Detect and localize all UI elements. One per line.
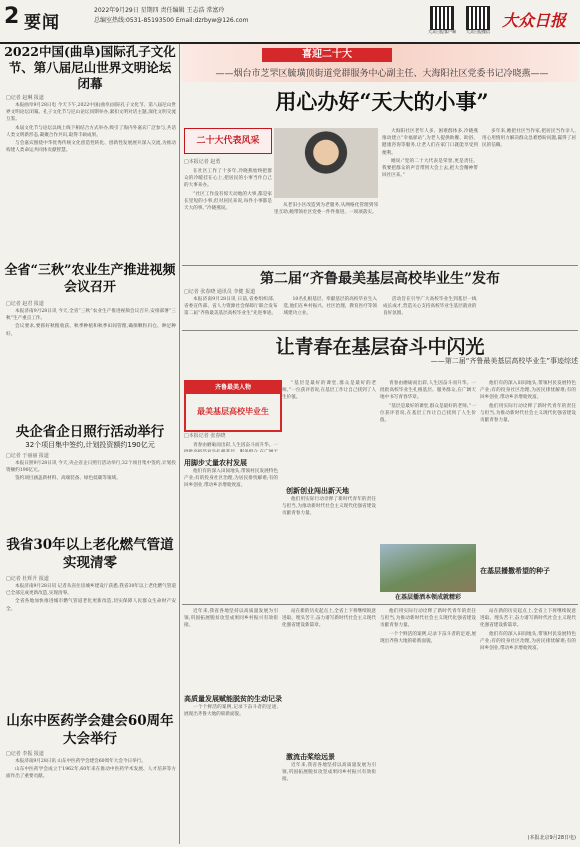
byline: □记者 赵君 报道 [6,301,44,307]
article-body [6,308,176,418]
byline: □记者 于丽丽 报道 [6,453,49,459]
paragraph: 本报济南9月28日讯 山东中医药学会建会60周年大会今日举行。 [15,759,146,764]
paragraph: “社区工作没有惊天动地的大事,都是家长里短的小事,但对居民来说,每件小事都是天大的事。”冷晓燕说。 [184,191,272,212]
end-note: (本报北京9月28日电) [527,835,576,841]
article-title: 全省“三秋”农业生产推进视频会议召开 [4,263,176,295]
paragraph: 大海阳社区老年人多、困难群体多,冷晓燕推动建立“幸福驿站”,为老人提供助餐、助浴、健康咨询等服务,让老人们在家门口就能享受到便利。 [382,129,478,156]
column-divider [179,44,180,844]
story-body [380,608,476,844]
banner-tag: 喜迎二十大 [262,48,392,62]
paragraph: 本报济南9月28日讯 日前,省委组织部、省委宣传部、省人力资源社会保障厅联合发布第二届“齐鲁最美基层高校毕业生”先进事迹。 [184,297,278,317]
paragraph: 活动旨在引导广大高校毕业生到基层一线成长成才,营造关心支持高校毕业生基层就业的良好氛围。 [383,297,477,317]
feature-body [274,202,378,262]
article-body [6,102,176,254]
story-photo [380,544,476,592]
page-number: 2 [4,4,20,29]
byline: □本报记者 张春晓 [184,433,226,439]
paragraph: 10名扎根基层、奉献基层的高校毕业生入选,他们在乡村振兴、社区治理、教育医疗等领域建功立业。 [283,297,377,317]
article-title: 我省30年以上老化燃气管道实现清零 [6,537,174,571]
paragraph: 站在新的历史起点上,全省上下将继续锐意进取、埋头苦干,奋力谱写新时代社会主义现代化强省建设新篇章。 [282,609,376,629]
paragraph: 近年来,我省各地坚持以高质量发展为引领,巩固拓展脱贫攻坚成果同乡村振兴有效衔接。 [282,763,376,783]
paragraph: 本报济南9月28日讯 今天,全省“三秋”农业生产推进视频会议召开,安排部署“三秋”生产重点工作。 [6,309,176,322]
column-badge [184,128,272,154]
byline: □记者 杜辉升 报道 [6,576,49,582]
paragraph: 一个个鲜活的案例,记录下奋斗者的足迹,展现出齐鲁大地的崭新面貌。 [184,705,278,718]
subhead: 用脚步丈量农村发展 [184,459,247,467]
article-body [6,583,176,707]
article-body [6,758,176,844]
story-body [184,608,278,690]
story-badge-main: 最美基层高校毕业生 [197,406,269,416]
paragraph: 站在新的历史起点上,全省上下将继续锐意进取、埋头苦干,奋力谱写新时代社会主义现代化强省建设新篇章。 [480,609,576,629]
story-title: 让青春在基层奋斗中闪光 [275,336,485,358]
paragraph: 本报日照9月28日讯 今天,央企省企日照行活动举行,32个项目集中签约,计划投资额约190亿元。 [6,461,176,474]
paragraph: 与会嘉宾围绕中华优秀传统文化创造性转化、创新性发展展开深入交流,为推动构建人类命运共同体贡献智慧。 [6,141,176,154]
paragraph: 本报曲阜9月28日电 今天下午,2022中国(曲阜)国际孔子文化节、第八届尼山世界文明论坛闭幕。孔子文化节与尼山论坛同期举办,紧扣文明对话主题,深化文明交流互鉴。 [6,103,176,123]
paragraph: “基层是最好的课堂,群众是最好的老师。”一位获评者说,在基层工作让自己找到了人生价值。 [282,381,376,401]
section-divider [182,330,578,331]
paragraph: “基层是最好的课堂,群众是最好的老师。”一位获评者说,在基层工作让自己找到了人生价值。 [380,403,476,424]
article-body [184,296,576,326]
subhead: 创新创业闯出新天地 [286,487,349,495]
byline: □本报记者 赵勇 [184,159,221,165]
subhead: 高质量发展赋能脱贫的生动记录 [184,695,282,703]
story-body [480,608,576,832]
paragraph: 青春由磨砺而出彩,人生因奋斗而升华。一批批高校毕业生扎根基层、服务群众,在广阔天地中书写青春华章。 [380,381,476,401]
article-title: 山东中医药学会建会60周年大会举行 [6,713,174,747]
column-badge-label: 二十大代表风采 [196,136,260,146]
article-title: 央企省企日照行活动举行 [15,424,165,440]
subhead: 在基层播撒希望的种子 [480,567,550,575]
story-body [184,468,278,596]
paragraph: 本届文化节与论坛以线上线下相结合方式举办,吸引了海内外嘉宾广泛参与,共话人类文明新形态,凝聚合作共识,取得丰硕成果。 [6,125,176,138]
story-body [282,762,376,842]
feature-body [382,128,478,262]
story-badge [184,380,282,432]
feature-body [184,168,272,262]
article-title: 2022中国(曲阜)国际孔子文化节、第八届尼山世界文明论坛闭幕 [4,44,176,91]
paragraph: 从老旧小区改造到为老服务,从网格化管理到邻里互助,她带领社区党委一件件推进、一项项落实。 [274,203,378,216]
paragraph: 一个个鲜活的案例,记录下奋斗者的足迹,展现出齐鲁大地的崭新面貌。 [380,631,476,644]
portrait-photo [274,128,378,198]
story-body [184,442,278,452]
paragraph: 他们用实际行动诠释了新时代青年的责任与担当,为推动新时代社会主义现代化强省建设贡献青春力量。 [480,403,576,424]
paragraph: 青春由磨砺而出彩,人生因奋斗而升华。一 [193,443,278,448]
article-body [6,460,176,532]
story-body [184,704,278,844]
byline: □记者 张春晓 通讯员 李健 报道 [184,289,256,295]
paragraph: 近年来,我省各地坚持以高质量发展为引领,巩固拓展脱贫攻坚成果同乡村振兴有效衔接。 [184,609,278,629]
paragraph: 他们用实际行动诠释了新时代青年的责任与担当,为推动新时代社会主义现代化强省建设贡献青春力量。 [282,497,376,517]
paragraph: 她说:“党的二十大代表是荣誉,更是责任。我要把群众的声音带到大会上去,把大会精神带回社区来。” [382,158,478,179]
story-body [282,496,376,596]
photo-caption: 在基层播洒本领成就精彩 [394,594,461,601]
paragraph: 在社区工作了十多年,冷晓燕始终把群众的冷暖挂在心上,把居民的小事当作自己的大事来办。 [184,169,272,189]
paragraph: 本报济南9月28日讯 记者从省住房城乡建设厅获悉,我省30年以上老化燃气管道已全部完成更新改造,实现清零。 [6,584,176,597]
paragraph: 会议要求,要抓好秋粮收获、秋季种植和秋季田间管理,确保颗粒归仓、种足种好。 [6,324,176,337]
qr-code-icon [430,6,454,30]
header-meta-line1: 2022年9月29日 星期四 责任编辑 王志浩 常富玲 [94,7,225,14]
header-meta-line2: 总编室热线:0531-85193500 Email:dzrbyw@126.com [94,17,249,24]
byline: □记者 赵琳 报道 [6,95,44,101]
header-meta [94,6,304,26]
feature-kicker: ——烟台市芝罘区毓璜顶街道党群服务中心副主任、大海阳社区党委书记冷晓燕—— [215,69,549,79]
section-divider [182,604,578,605]
qr-caption: 大众日报客户端 [428,29,456,34]
paragraph: 他们有的深入田间地头,带领村民发展特色产业;有的投身社区治理,为居民排忧解难;有的回乡创业,带动乡亲增收致富。 [480,631,576,652]
paragraph: 签约项目涵盖新材料、高端装备、绿色低碳等领域。 [15,476,121,482]
section-divider [182,265,578,266]
byline: □记者 李振 报道 [6,751,44,757]
qr-caption: 大众日报微信 [466,29,490,34]
paragraph: 他们用实际行动诠释了新时代青年的责任与担当,为推动新时代社会主义现代化强省建设贡献青春力量。 [380,609,476,629]
story-body [282,608,376,748]
paragraph: 他们有的深入田间地头,带领村民发展特色产业;有的投身社区治理,为居民排忧解难;有的回乡创业,带动乡亲增收致富。 [480,381,576,401]
paragraph: 多年来,她把社区当作家,把居民当作亲人,用心用情用力解决群众急难愁盼问题,赢得了居民的信赖。 [482,129,576,149]
story-body [480,380,576,560]
section-title: 要闻 [24,13,60,33]
story-deck: ——第二届“齐鲁最美基层高校毕业生”事迹综述 [430,357,578,365]
story-badge-top: 齐鲁最美人物 [186,382,280,394]
paragraph: 他们有的深入田间地头,带领村民发展特色产业;有的投身社区治理,为居民排忧解难;有的回乡创业,带动乡亲增收致富。 [184,469,278,489]
article-deck: 32个项目集中签约,计划投资额约190亿元 [25,441,155,449]
article-title: 第二届“齐鲁最美基层高校毕业生”发布 [259,271,501,287]
masthead-logo: 大众日报 [502,11,567,30]
feature-title: 用心办好“天大的小事” [275,89,489,114]
paragraph: 全省各地加快推进城市燃气管道老化更新改造,切实保障人民群众生命财产安全。 [6,599,176,612]
story-body [282,380,376,482]
feature-body [482,128,576,262]
subhead: 激流击桨绘远景 [286,753,335,761]
paragraph: 山东中医药学会成立于1962年,60年来在推动中医药学术发展、人才培养等方面作出了重要贡献。 [6,767,176,780]
qr-code-icon [466,6,490,30]
story-body [380,380,476,540]
